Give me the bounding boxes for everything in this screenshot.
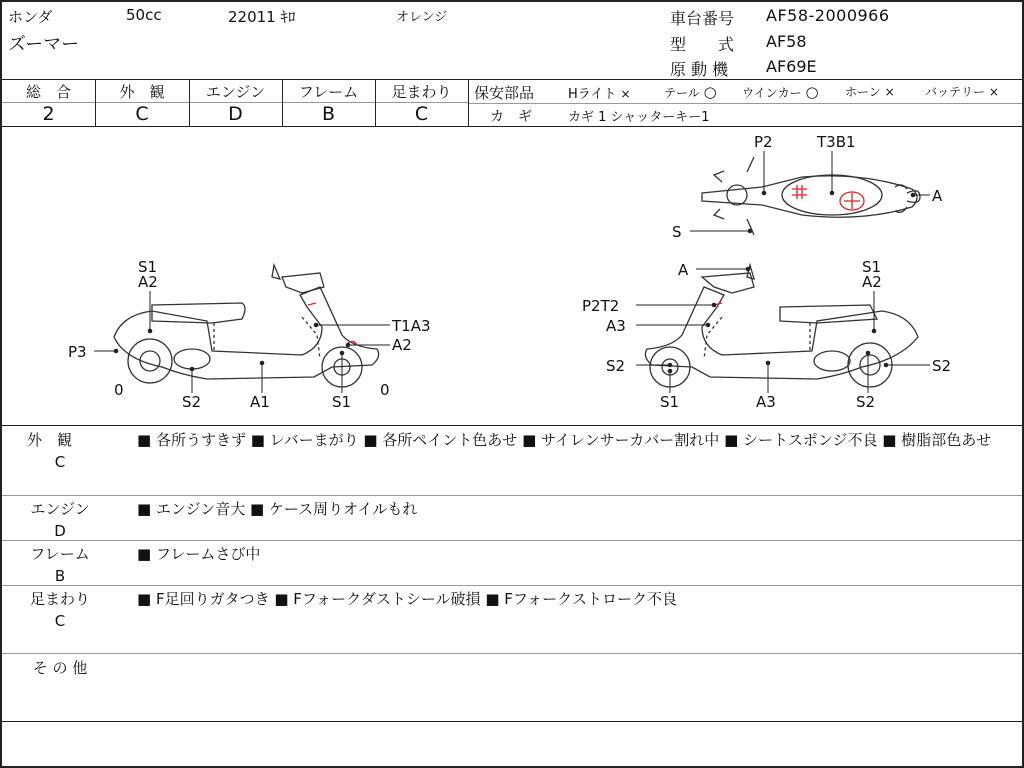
divider (2, 721, 1022, 722)
cross-icon: × (988, 85, 999, 99)
label-s2: S2 (182, 393, 202, 411)
label-a1: A1 (250, 393, 270, 411)
label-s1: S1 (138, 258, 158, 276)
label-zero: 0 (114, 381, 124, 399)
label-s-top: S (672, 223, 682, 241)
engine-label: 原 動 機 (670, 60, 729, 79)
label-zero: 0 (380, 381, 390, 399)
engine-grade-label: エンジン (205, 83, 266, 101)
divider (2, 540, 1022, 541)
safety-item-name: Hライト (568, 87, 617, 102)
model-name: ズーマー (8, 34, 80, 55)
section-title: 足まわり (29, 590, 90, 608)
divider (2, 79, 1022, 80)
divider (2, 653, 1022, 654)
exterior-label: 外 観 (119, 83, 165, 101)
suspension-grade-label: 足まわり (391, 83, 452, 101)
engine-value: AF69E (766, 57, 817, 76)
divider (2, 495, 1022, 496)
label-s2: S2 (856, 393, 876, 411)
safety-item-name: ホーン (845, 85, 881, 99)
cross-icon: × (884, 85, 895, 99)
cross-icon: × (620, 87, 631, 101)
scooter-diagram (2, 127, 1022, 425)
key-label: カ ギ (490, 109, 532, 125)
label-p3: P3 (68, 343, 87, 361)
label-a2: A2 (862, 273, 882, 291)
maker: ホンダ (8, 8, 53, 26)
section-notes: ■ 各所うすきず ■ レバーまがり ■ 各所ペイント色あせ ■ サイレンサーカバー割れ中 ■ シートスポンジ不良 ■ 樹脂部色あせ (137, 431, 992, 449)
color: オレンジ (396, 10, 448, 25)
divider (468, 79, 469, 127)
label-s1: S1 (332, 393, 352, 411)
section-notes: ■ エンジン音大 ■ ケース周りオイルもれ (137, 500, 418, 518)
circle-icon: ○ (805, 83, 819, 101)
section-grade: C (54, 453, 66, 471)
safety-item-winker (742, 83, 819, 101)
type-label: 型 式 (670, 35, 735, 54)
section-title: 外 観 (26, 431, 72, 449)
label-p2-top: P2 (754, 133, 773, 151)
frame-grade: B (321, 103, 336, 125)
label-p2t2: P2T2 (582, 297, 620, 315)
suspension-grade: C (414, 103, 429, 125)
section-title: エンジン (30, 500, 90, 518)
label-s2: S2 (932, 357, 952, 375)
label-s2: S2 (606, 357, 626, 375)
frame-no: AF58-2000966 (766, 6, 890, 25)
engine-grade: D (228, 103, 243, 125)
label-s1: S1 (862, 258, 882, 276)
circle-icon: ○ (703, 83, 717, 101)
frame-no-label: 車台番号 (670, 9, 735, 28)
overall-grade: 2 (42, 103, 55, 125)
safety-item-name: バッテリー (925, 85, 986, 99)
safety-item-horn (845, 83, 895, 100)
exterior-grade: C (135, 103, 149, 125)
mileage: 22011 ｷﾛ (228, 8, 296, 26)
label-a3: A3 (756, 393, 776, 411)
frame-grade-label: フレーム (298, 83, 359, 101)
safety-item-name: ウインカー (742, 86, 802, 100)
top-view (702, 157, 920, 235)
key-value: カギ 1 シャッターキー1 (568, 110, 710, 125)
label-s1: S1 (660, 393, 680, 411)
label-a: A (678, 261, 689, 279)
section-grade: B (54, 567, 66, 585)
label-a2: A2 (392, 336, 412, 354)
section-title: そ の 他 (32, 659, 88, 677)
label-t3b1: T3B1 (817, 133, 856, 151)
safety-item-headlight (568, 83, 631, 102)
section-grade: C (54, 612, 66, 630)
label-a-top: A (932, 187, 943, 205)
section-notes: ■ F足回りガタつき ■ Fフォークダストシール破損 ■ Fフォークストローク不良 (137, 590, 677, 608)
section-notes: ■ フレームさび中 (137, 545, 261, 563)
label-t1a3: T1A3 (392, 317, 431, 335)
divider (2, 585, 1022, 586)
displacement: 50cc (126, 6, 162, 24)
divider (468, 103, 1022, 104)
divider (2, 425, 1022, 426)
overall-label: 総 合 (25, 83, 71, 101)
safety-label: 保安部品 (474, 84, 535, 102)
safety-item-name: テール (664, 86, 700, 100)
label-a3: A3 (606, 317, 626, 335)
label-a2: A2 (138, 273, 158, 291)
safety-item-battery (925, 83, 999, 100)
type-value: AF58 (766, 32, 807, 51)
safety-item-tail (664, 83, 717, 101)
section-title: フレーム (30, 545, 90, 563)
section-grade: D (54, 522, 66, 540)
